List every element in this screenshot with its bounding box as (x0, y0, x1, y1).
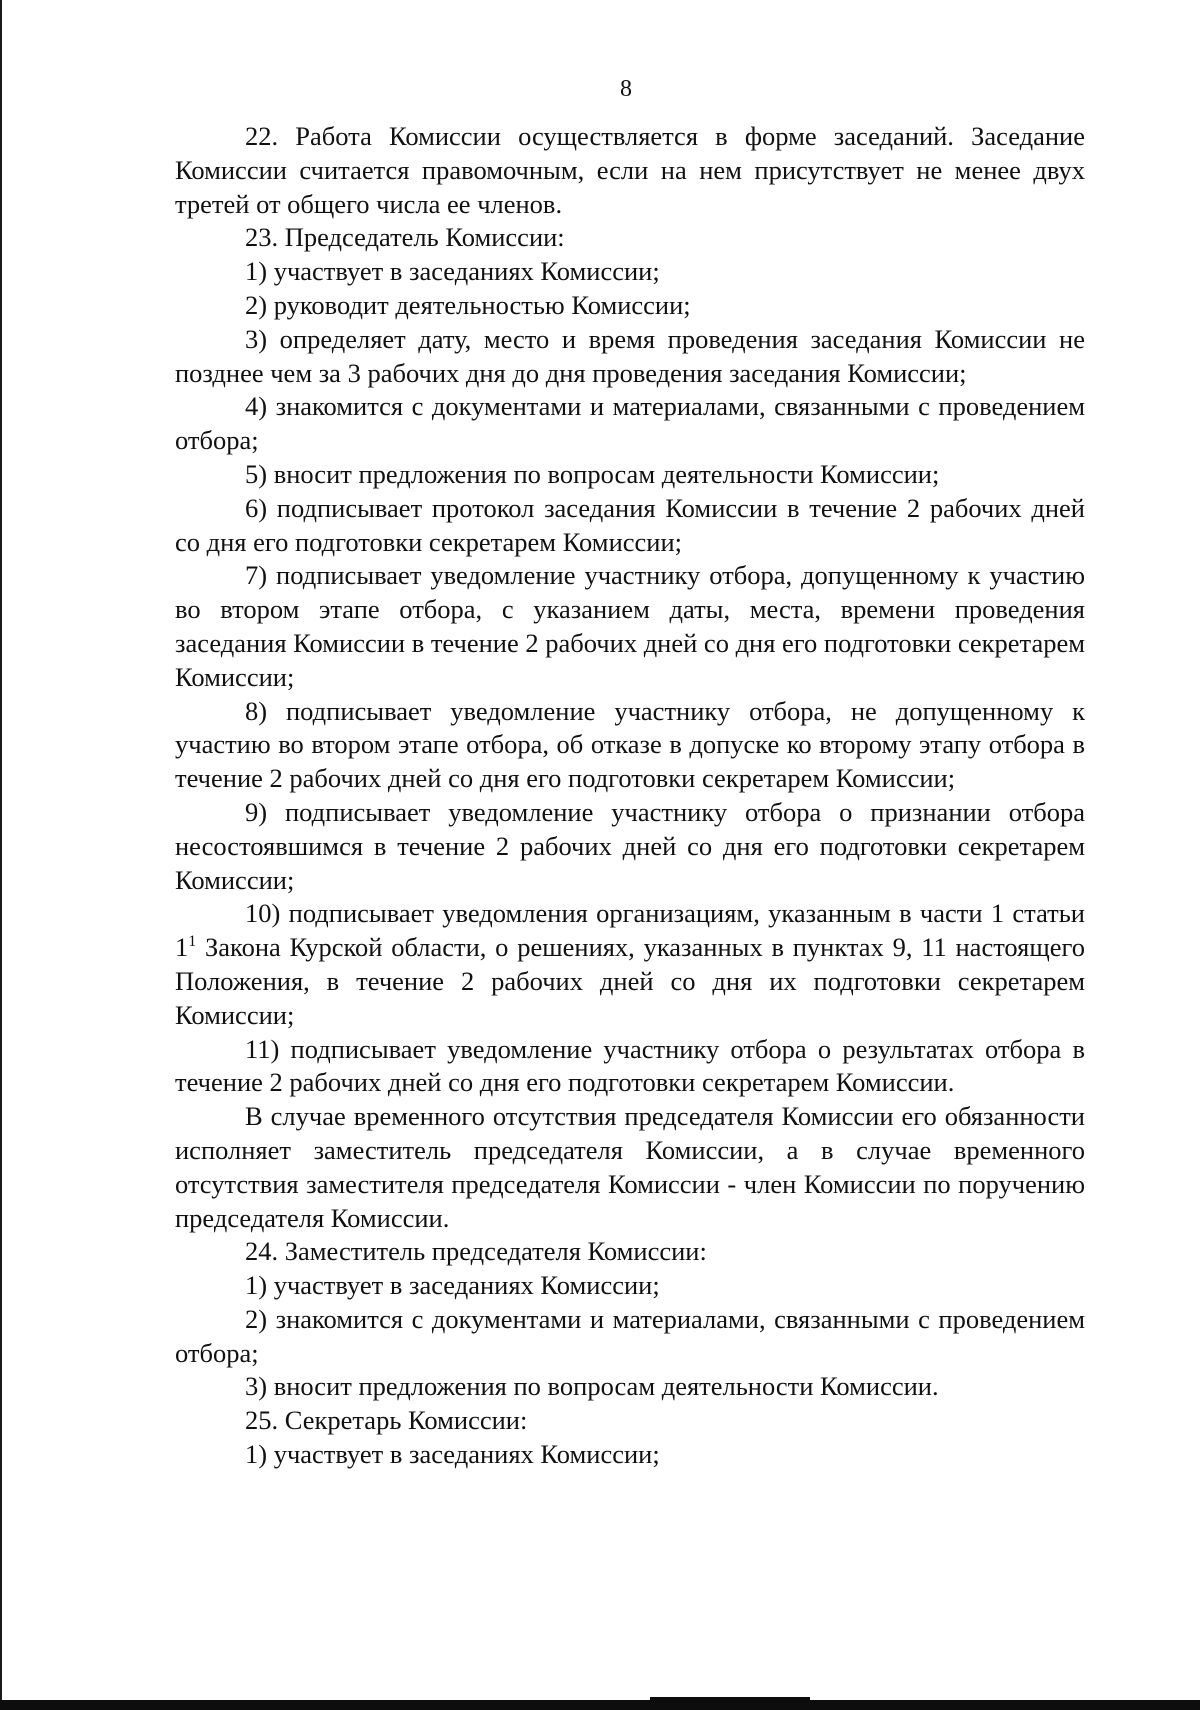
scan-bottom-edge (0, 1700, 1200, 1710)
superscript-article-number: 1 (188, 933, 197, 951)
paragraph-25-heading: 25. Секретарь Комиссии: (245, 1405, 528, 1436)
paragraph-23-item-7: 7) подписывает уведомление участнику отбора, допущенному к участию во втором этапе отбора, с указанием даты, места, времени проведения заседания Комиссии в течение 2 рабочих дней со дня его подготовки секретарем Комиссии; (175, 560, 1086, 692)
paragraph-23-item-8: 8) подписывает уведомление участнику отбора, не допущенному к участию во втором этапе отбора, об отказе в допуске ко второму этапу отбора в течение 2 рабочих дней со дня его подготовки секретарем Комиссии; (175, 695, 1085, 794)
paragraph-23-item-9: 9) подписывает уведомление участнику отбора о признании отбора несостоявшимся в течение 2 рабочих дней со дня его подготовки секретарем Комиссии; (175, 796, 1085, 895)
paragraph-25-item-1: 1) участвует в заседаниях Комиссии; (245, 1439, 660, 1470)
paragraph-24-item-2: 2) знакомится с документами и материалами, связанными с проведением отбора; (175, 1303, 1085, 1368)
paragraph-24-item-1: 1) участвует в заседаниях Комиссии; (245, 1270, 660, 1301)
paragraph-24-heading: 24. Заместитель председателя Комиссии: (245, 1236, 707, 1267)
paragraph-24-item-3: 3) вносит предложения по вопросам деятельности Комиссии. (245, 1371, 939, 1402)
paragraph-23-item-6: 6) подписывает протокол заседания Комиссии в течение 2 рабочих дней со дня его подготовки секретарем Комиссии; (175, 492, 1085, 557)
paragraph-23-item-4: 4) знакомится с документами и материалами, связанными с проведением отбора; (175, 391, 1085, 456)
paragraph-23-substitution: В случае временного отсутствия председателя Комиссии его обязанности исполняет заместитель председателя Комиссии, а в случае временного отсутствия заместителя председателя Комиссии - член Комиссии по поручению председателя Комиссии. (175, 1101, 1085, 1233)
item-10-text-start: 10) подписывает уведомления организациям, указанным в части 1 статьи 1 (175, 898, 1085, 963)
document-body (175, 120, 1085, 1472)
paragraph-23-item-10 (175, 897, 1085, 1032)
scan-left-edge (0, 0, 2, 1710)
paragraph-23-item-11: 11) подписывает уведомление участнику отбора о результатах отбора в течение 2 рабочих дней со дня его подготовки секретарем Комиссии. (175, 1033, 1085, 1098)
paragraph-23-item-3: 3) определяет дату, место и время проведения заседания Комиссии не позднее чем за 3 рабочих дня до дня проведения заседания Комиссии; (175, 323, 1085, 388)
paragraph-23-item-1: 1) участвует в заседаниях Комиссии; (245, 256, 660, 287)
item-10-text-end: Закона Курской области, о решениях, указанных в пунктах 9, 11 настоящего Положения, в течение 2 рабочих дней со дня их подготовки секретарем Комиссии; (175, 932, 1085, 1030)
paragraph-23-item-5: 5) вносит предложения по вопросам деятельности Комиссии; (245, 458, 940, 489)
page-number: 8 (620, 76, 632, 102)
paragraph-22: 22. Работа Комиссии осуществляется в форме заседаний. Заседание Комиссии считается правомочным, если на нем присутствует не менее двух третей от общего числа ее членов. (175, 121, 1085, 219)
paragraph-23-heading: 23. Председатель Комиссии: (245, 222, 565, 253)
paragraph-23-item-2: 2) руководит деятельностью Комиссии; (245, 289, 691, 320)
